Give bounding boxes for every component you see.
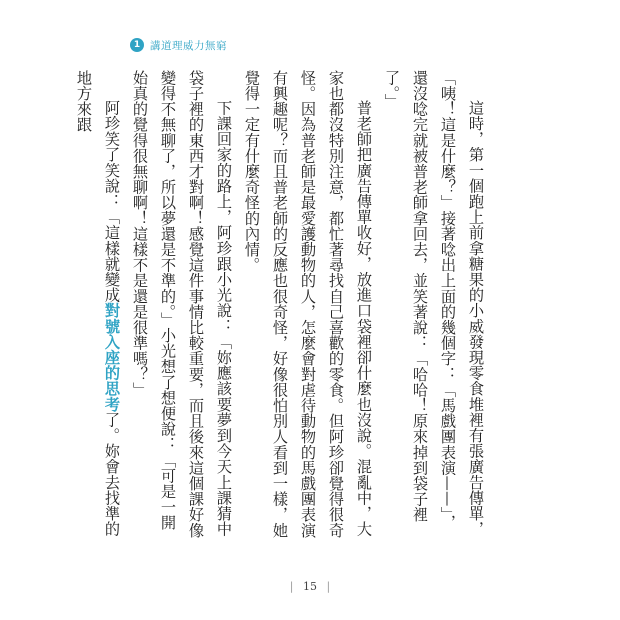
chapter-header (130, 37, 227, 53)
page-number: 15 (303, 580, 317, 593)
page-number-bar-left: | (289, 580, 294, 593)
paragraph-text: 普老師把廣告傳單收好，放進口袋裡卻什麼也沒說。混亂中，大家也都沒特別注意，都忙著尋找自己喜歡的零食。但阿珍卻覺得很奇怪。因為普老師是最愛護動物的人，怎麼會對虐待動物的馬戲團表演有興趣呢？而且普老師的反應也很奇怪，好像很怕別人看到一樣，她覺得一定有什麼奇怪的內情。 (243, 70, 373, 538)
paragraph (70, 70, 126, 545)
page-number-bar-right: | (326, 580, 331, 593)
highlighted-phrase: 對號入座的思考 (103, 303, 121, 413)
paragraph (126, 70, 238, 545)
body-text (75, 70, 490, 545)
page-footer (0, 580, 620, 593)
paragraph (378, 70, 490, 545)
paragraph-text: 阿珍笑了笑說：「這樣就變成 (103, 100, 121, 304)
paragraph-text: 了。妳會去找準的地方來跟 (75, 70, 121, 538)
chapter-number-badge: 1 (130, 38, 144, 52)
paragraph (238, 70, 378, 545)
paragraph-text: 下課回家的路上，阿珍跟小光說：「妳應該要夢到今天上課猜中袋子裡的東西才對啊！感覺這件事情比較重要，而且後來這個課好像變得不無聊了，所以夢還是不準的。」小光想了想便說：「可是一開始真的覺得很無聊啊！這樣不是還是很準嗎？」 (131, 70, 233, 538)
paragraph-text: 這時，第一個跑上前拿糖果的小威發現零食堆裡有張廣告傳單，「咦！這是什麼？」接著唸出上面的幾個字：「馬戲團表演——」，還沒唸完就被普老師拿回去，並笑著說：「哈哈！原來掉到袋子裡了。」 (383, 70, 485, 538)
chapter-title: 講道理威力無窮 (150, 39, 227, 52)
